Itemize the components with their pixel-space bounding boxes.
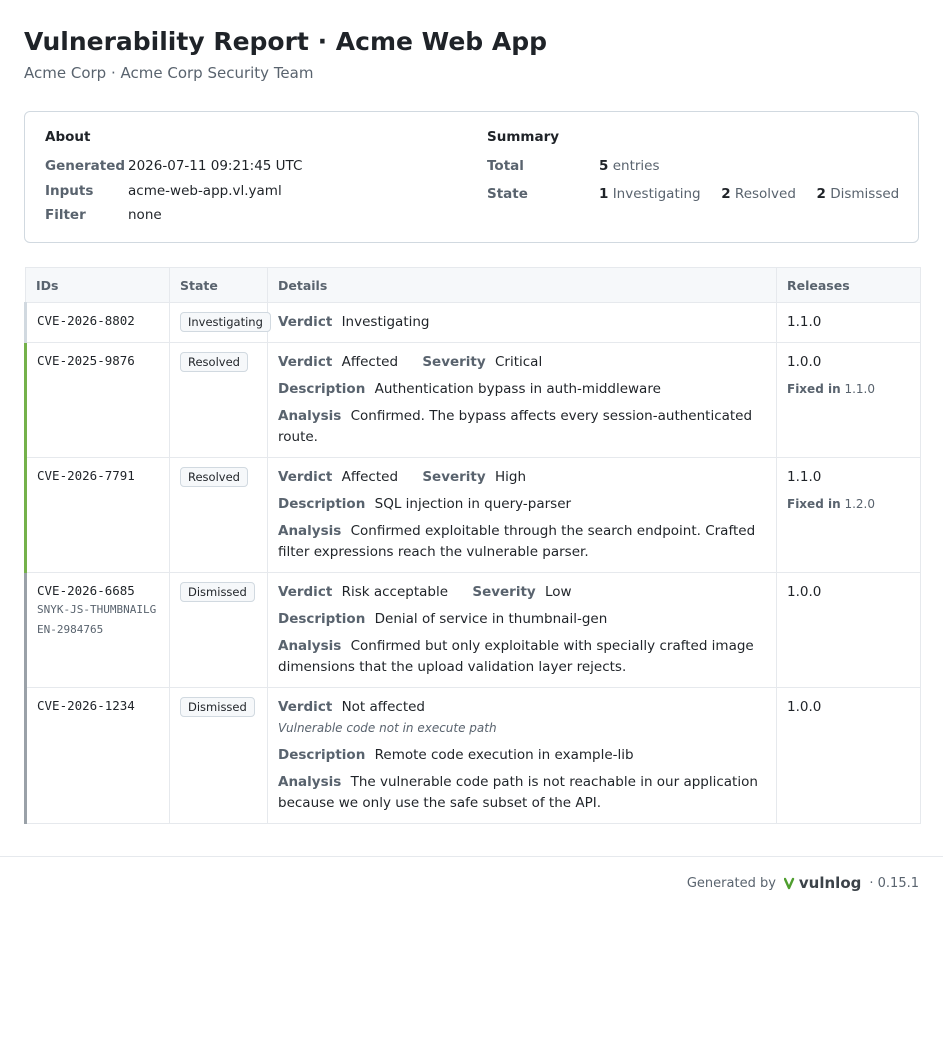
dismissed-count: 2 xyxy=(816,186,826,202)
state-cell xyxy=(170,573,268,688)
dismissed-label: Dismissed xyxy=(830,186,900,202)
resolved-label: Resolved xyxy=(734,186,796,202)
version-label: · 0.15.1 xyxy=(869,875,919,891)
ids-cell xyxy=(26,573,170,688)
table-row xyxy=(26,458,921,573)
severity-value: Critical xyxy=(494,354,543,370)
table-header-row xyxy=(26,268,921,303)
description-line xyxy=(278,745,766,766)
severity-value: High xyxy=(494,469,527,485)
fixed-in-label: Fixed in xyxy=(787,382,841,396)
total-count: 5 xyxy=(599,158,609,174)
verdict-value: Risk acceptable xyxy=(341,584,449,600)
state-label: State xyxy=(487,186,528,202)
description-label: Description xyxy=(278,747,366,763)
description-value: SQL injection in query-parser xyxy=(374,496,572,512)
state-cell xyxy=(170,458,268,573)
verdict-line xyxy=(278,352,766,373)
description-label: Description xyxy=(278,496,366,512)
status-badge: Resolved xyxy=(180,467,248,487)
total-label: Total xyxy=(487,158,524,174)
generated-value: 2026-07-11 09:21:45 UTC xyxy=(128,158,303,174)
verdict-label: Verdict xyxy=(278,699,333,715)
column-header-ids[interactable]: IDs xyxy=(26,268,170,303)
details-cell xyxy=(268,458,777,573)
severity-label: Severity xyxy=(422,354,486,370)
vulnlog-logo[interactable] xyxy=(784,874,861,892)
cve-id: CVE-2026-6685 xyxy=(37,583,135,598)
details-cell xyxy=(268,573,777,688)
vulnlog-brand-name: vulnlog xyxy=(798,874,862,892)
column-header-state[interactable]: State xyxy=(170,268,268,303)
analysis-label: Analysis xyxy=(278,774,342,790)
details-cell xyxy=(268,343,777,458)
generated-label: Generated xyxy=(45,158,126,174)
investigating-label: Investigating xyxy=(612,186,701,202)
cve-id: CVE-2026-1234 xyxy=(37,698,135,713)
page-subtitle: Acme Corp · Acme Corp Security Team xyxy=(24,64,314,82)
description-label: Description xyxy=(278,381,366,397)
releases-cell xyxy=(777,343,921,458)
description-value: Remote code execution in example-lib xyxy=(374,747,634,763)
cve-id: CVE-2026-8802 xyxy=(37,313,135,328)
fixed-in-version: 1.2.0 xyxy=(844,497,875,511)
ids-cell xyxy=(26,688,170,824)
release-version: 1.0.0 xyxy=(787,699,822,715)
releases-cell xyxy=(777,458,921,573)
release-version: 1.1.0 xyxy=(787,469,822,485)
page-title: Vulnerability Report · Acme Web App xyxy=(24,27,548,56)
inputs-label: Inputs xyxy=(45,183,94,199)
verdict-value: Affected xyxy=(341,354,399,370)
table-row xyxy=(26,688,921,824)
inputs-value: acme-web-app.vl.yaml xyxy=(128,183,282,199)
description-label: Description xyxy=(278,611,366,627)
alias-id: SNYK-JS-THUMBNAILGEN-2984765 xyxy=(37,603,157,636)
justification-text: Vulnerable code not in execute path xyxy=(278,721,497,735)
ids-cell xyxy=(26,343,170,458)
state-counts xyxy=(599,186,899,202)
vulnlog-mark-icon xyxy=(784,876,798,890)
vulnerability-table xyxy=(24,267,921,824)
verdict-line xyxy=(278,697,766,718)
details-cell xyxy=(268,303,777,343)
verdict-line xyxy=(278,312,766,333)
verdict-label: Verdict xyxy=(278,469,333,485)
summary-heading: Summary xyxy=(487,129,560,145)
table-row xyxy=(26,343,921,458)
description-line xyxy=(278,379,766,400)
fixed-in-label: Fixed in xyxy=(787,497,841,511)
table-row xyxy=(26,573,921,688)
analysis-value: Confirmed. The bypass affects every session-authenticated route. xyxy=(278,408,753,445)
total-value xyxy=(599,158,660,174)
column-header-details[interactable]: Details xyxy=(268,268,777,303)
verdict-value: Affected xyxy=(341,469,399,485)
verdict-value: Investigating xyxy=(341,314,430,330)
table-row xyxy=(26,303,921,343)
filter-value: none xyxy=(128,207,162,223)
resolved-count: 2 xyxy=(721,186,731,202)
description-value: Authentication bypass in auth-middleware xyxy=(374,381,661,397)
release-version: 1.1.0 xyxy=(787,314,822,330)
status-badge: Dismissed xyxy=(180,582,255,602)
status-badge: Dismissed xyxy=(180,697,255,717)
severity-value: Low xyxy=(545,584,572,600)
release-version: 1.0.0 xyxy=(787,354,822,370)
releases-cell xyxy=(777,303,921,343)
status-badge: Investigating xyxy=(180,312,271,332)
description-line xyxy=(278,609,766,630)
investigating-count: 1 xyxy=(599,186,609,202)
ids-cell xyxy=(26,303,170,343)
analysis-line xyxy=(278,521,766,563)
analysis-label: Analysis xyxy=(278,408,342,424)
cve-id: CVE-2026-7791 xyxy=(37,468,135,483)
analysis-value: Confirmed exploitable through the search endpoint. Crafted filter expressions reach the vulnerable parser. xyxy=(278,523,756,560)
releases-cell xyxy=(777,573,921,688)
generated-by-label: Generated by xyxy=(686,875,776,891)
analysis-value: Confirmed but only exploitable with specially crafted image dimensions that the upload validation layer rejects. xyxy=(278,638,754,675)
release-version: 1.0.0 xyxy=(787,584,822,600)
column-header-releases[interactable]: Releases xyxy=(777,268,921,303)
verdict-label: Verdict xyxy=(278,584,333,600)
severity-label: Severity xyxy=(472,584,536,600)
state-cell xyxy=(170,343,268,458)
severity-label: Severity xyxy=(422,469,486,485)
verdict-line xyxy=(278,582,766,603)
analysis-label: Analysis xyxy=(278,638,342,654)
fixed-in xyxy=(787,494,910,515)
releases-cell xyxy=(777,688,921,824)
about-heading: About xyxy=(45,129,91,145)
analysis-line xyxy=(278,406,766,448)
verdict-value: Not affected xyxy=(341,699,425,715)
analysis-value: The vulnerable code path is not reachable in our application because we only use the safe subset of the API. xyxy=(278,774,758,811)
status-badge: Resolved xyxy=(180,352,248,372)
description-value: Denial of service in thumbnail-gen xyxy=(374,611,608,627)
cve-id: CVE-2025-9876 xyxy=(37,353,135,368)
ids-cell xyxy=(26,458,170,573)
verdict-label: Verdict xyxy=(278,314,333,330)
verdict-line xyxy=(278,467,766,488)
analysis-label: Analysis xyxy=(278,523,342,539)
state-cell xyxy=(170,688,268,824)
total-unit: entries xyxy=(612,158,660,174)
details-cell xyxy=(268,688,777,824)
filter-label: Filter xyxy=(45,207,86,223)
verdict-label: Verdict xyxy=(278,354,333,370)
state-cell xyxy=(170,303,268,343)
analysis-line xyxy=(278,636,766,678)
fixed-in xyxy=(787,379,910,400)
summary-card xyxy=(24,111,919,243)
analysis-line xyxy=(278,772,766,814)
footer xyxy=(0,857,943,892)
fixed-in-version: 1.1.0 xyxy=(844,382,875,396)
description-line xyxy=(278,494,766,515)
